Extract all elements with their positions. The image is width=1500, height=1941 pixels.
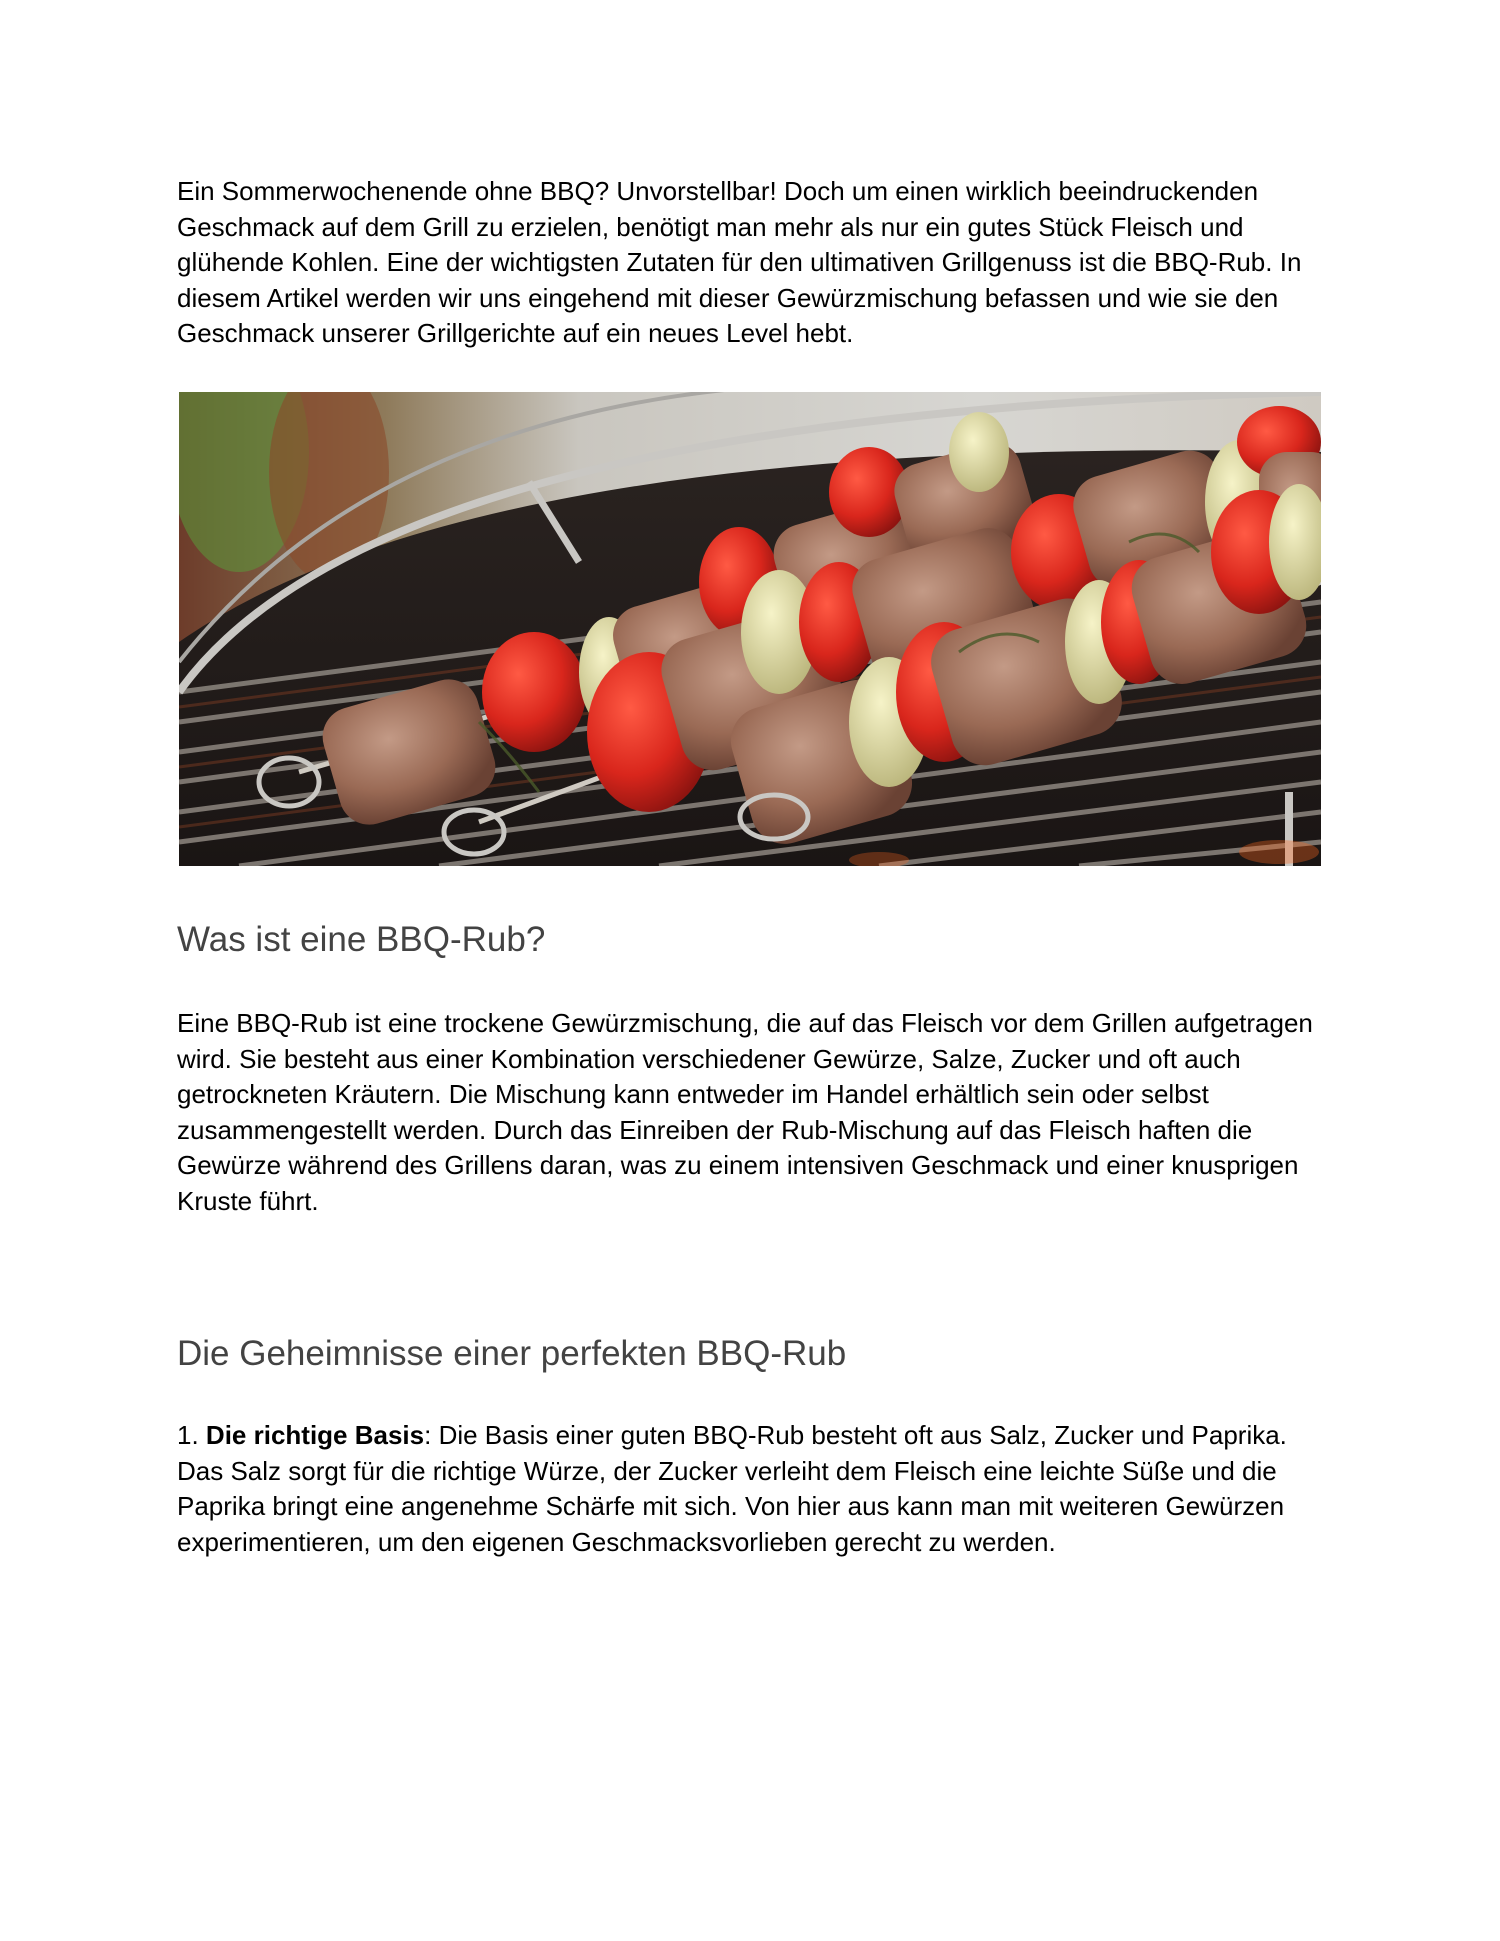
skewers-illustration — [179, 392, 1321, 866]
section-heading-secrets: Die Geheimnisse einer perfekten BBQ-Rub — [177, 1334, 847, 1373]
section-heading-what-is: Was ist eine BBQ-Rub? — [177, 920, 546, 959]
skewers-photo — [179, 392, 1321, 866]
list-item-number: 1. — [177, 1420, 199, 1450]
intro-paragraph: Ein Sommerwochenende ohne BBQ? Unvorstellbar! Doch um einen wirklich beeindruckenden Geschmack auf dem Grill zu erzielen, benötigt man mehr als nur ein gutes Stück Fleisch und glühende Kohlen. Eine der wichtigsten Zutaten für den ultimativen Grillgenuss ist die BBQ-Rub. In diesem Artikel werden wir uns eingehend mit dieser Gewürzmischung befassen und wie sie den Geschmack unserer Grillgerichte auf ein neues Level hebt. — [177, 176, 1302, 349]
section-body-what-is: Eine BBQ-Rub ist eine trockene Gewürzmischung, die auf das Fleisch vor dem Grillen aufgetragen wird. Sie besteht aus einer Kombination verschiedener Gewürze, Salze, Zucker und oft auch getrockneten Kräutern. Die Mischung kann entweder im Handel erhältlich sein oder selbst zusammengestellt werden. Durch das Einreiben der Rub-Mischung auf das Fleisch haften die Gewürze während des Grillens daran, was zu einem intensiven Geschmack und einer knusprigen Kruste führt. — [177, 1008, 1313, 1216]
list-item-title: Die richtige Basis — [205, 1420, 425, 1450]
list-item-text: : Die Basis einer guten BBQ-Rub besteht oft aus Salz, Zucker und Paprika. Das Salz sorgt für die richtige Würze, der Zucker verleiht dem Fleisch eine leichte Süße und die Paprika bringt eine angenehme Schärfe mit sich. Von hier aus kann man mit weiteren Gewürzen experimentieren, um den eigenen Geschmacksvorlieben gerecht zu werden. — [177, 1420, 1287, 1557]
list-item-basis — [177, 1418, 1337, 1560]
